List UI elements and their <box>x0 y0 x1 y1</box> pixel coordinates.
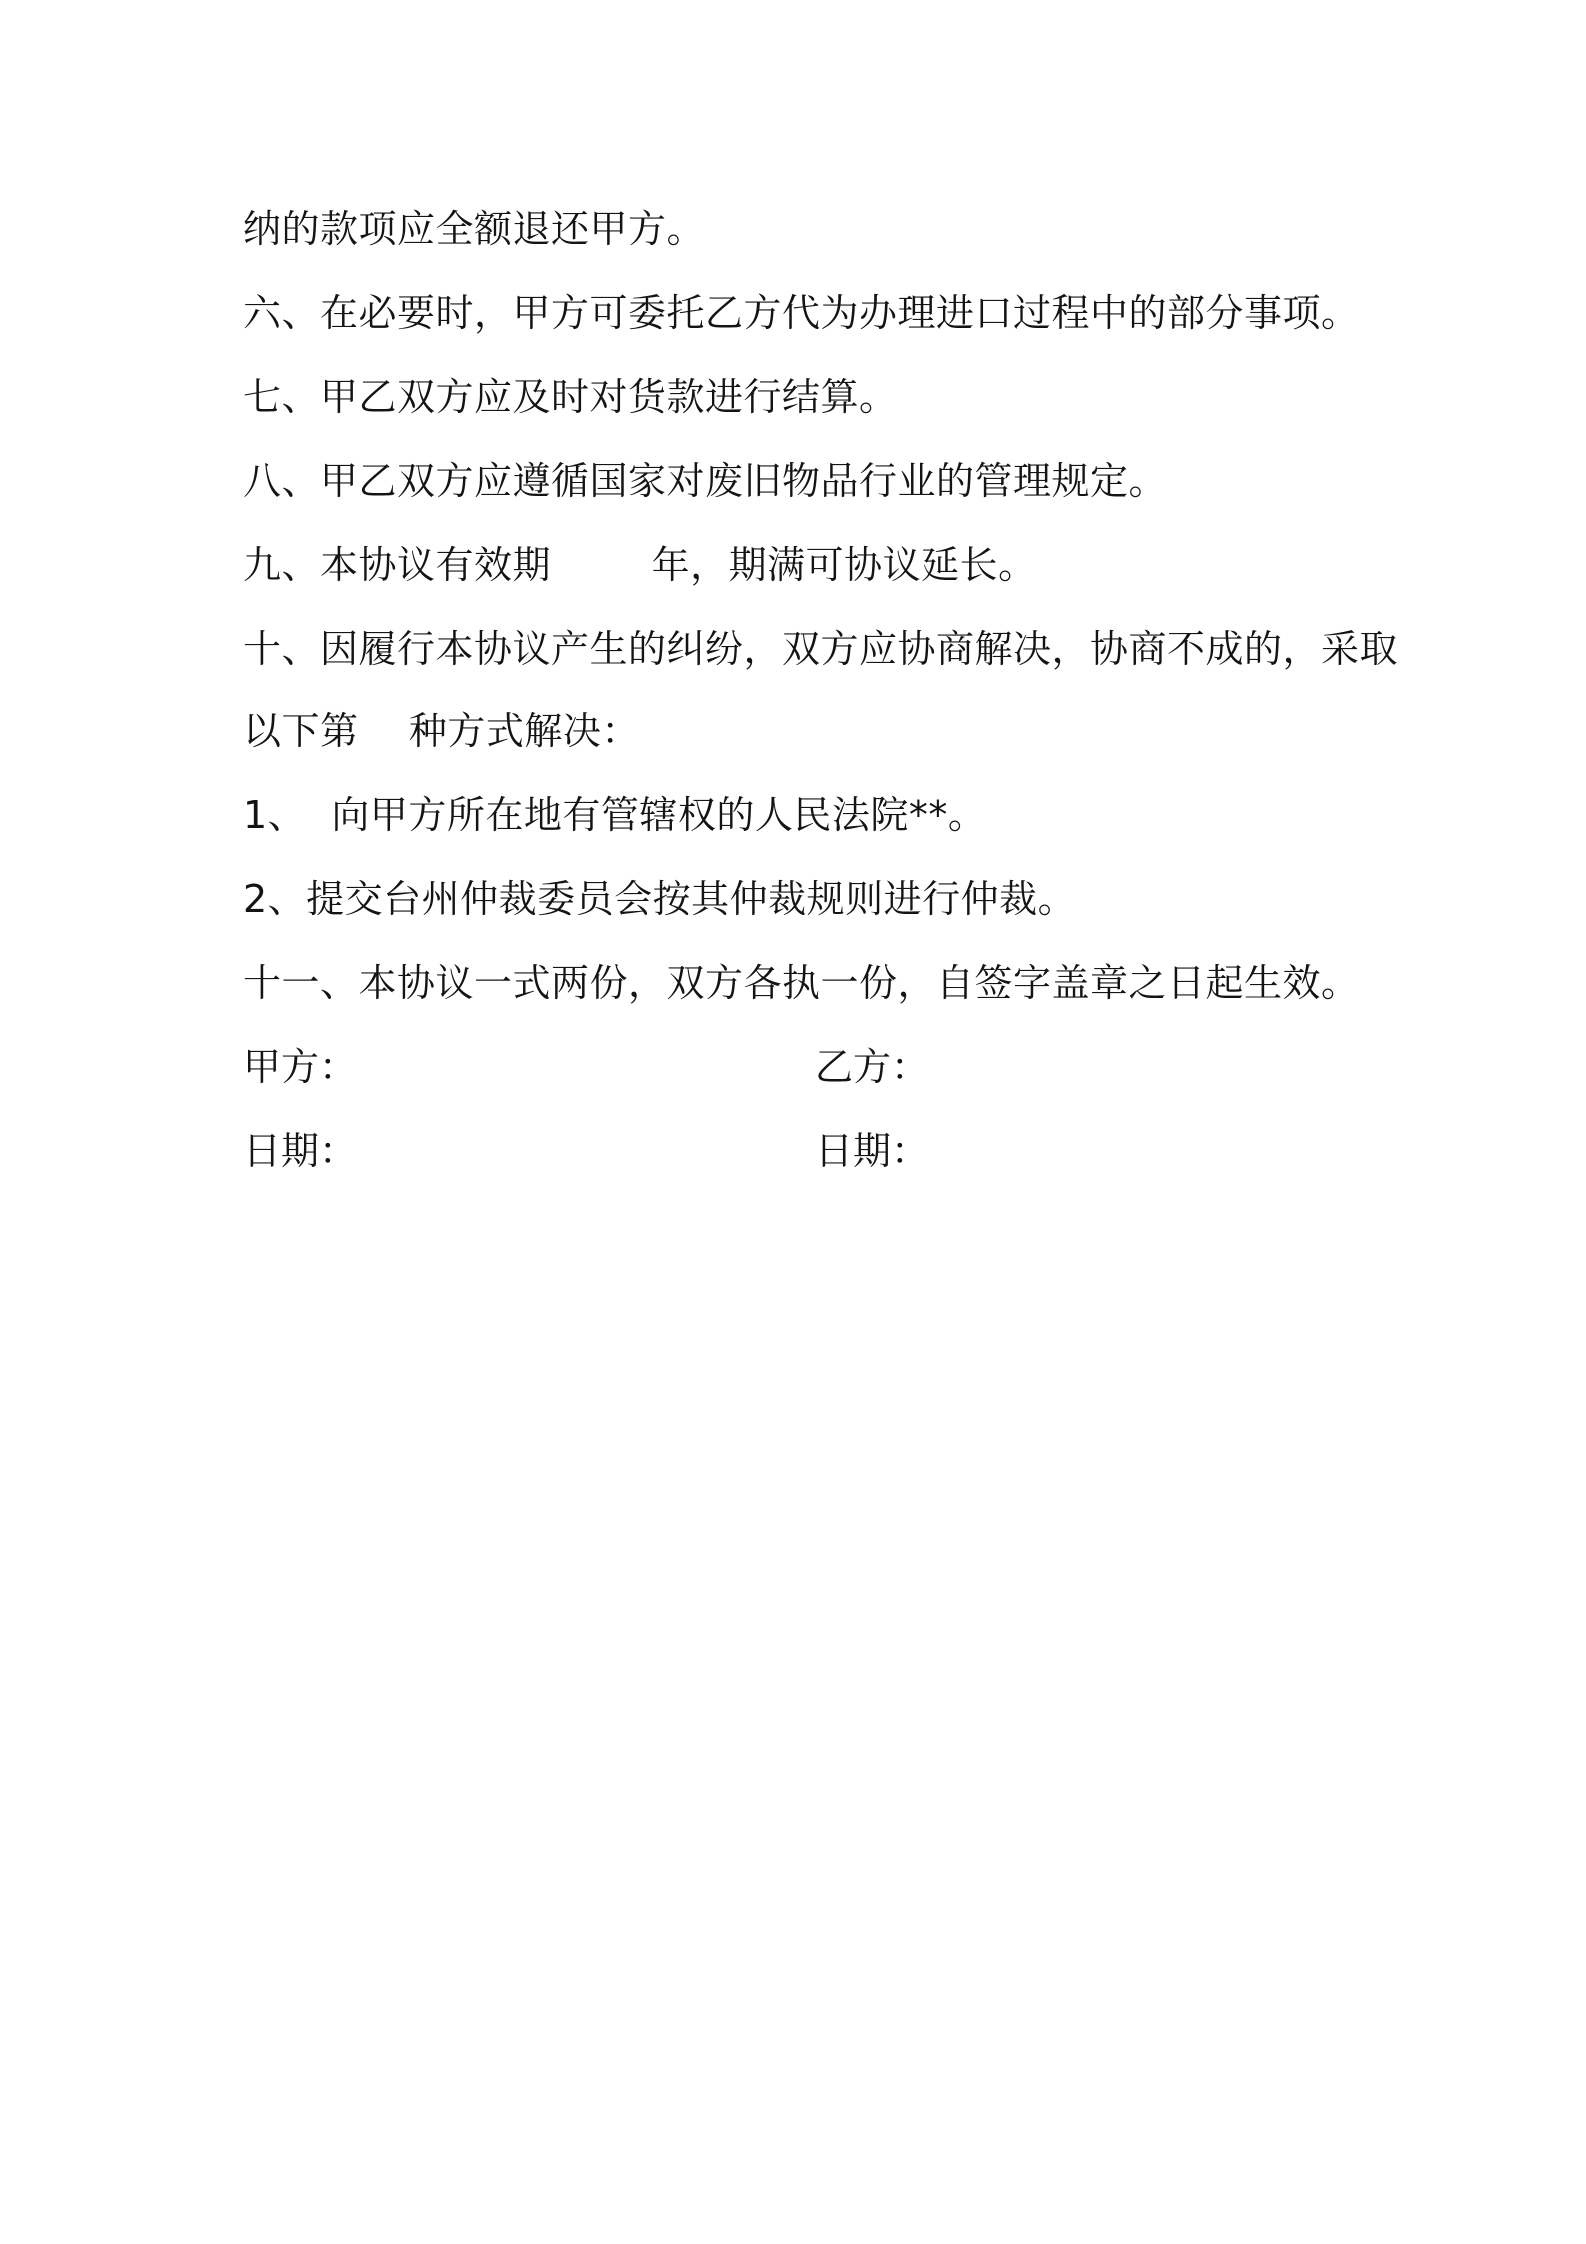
date-b-label: 日期： <box>815 1129 930 1173</box>
clause-6: 六、在必要时，甲方可委托乙方代为办理进口过程中的部分事项。 <box>243 291 1360 335</box>
clause-8: 八、甲乙双方应遵循国家对废旧物品行业的管理规定。 <box>243 459 1168 503</box>
clause-10-option-1: 1、 向甲方所在地有管辖权的人民法院**。 <box>243 793 987 837</box>
clause-5-continuation: 纳的款项应全额退还甲方。 <box>243 207 706 251</box>
clause-7: 七、甲乙双方应及时对货款进行结算。 <box>243 375 898 419</box>
party-a-label: 甲方： <box>243 1045 358 1089</box>
clause-10-continuation: 以下第 种方式解决： <box>243 709 640 753</box>
clause-10: 十、因履行本协议产生的纠纷，双方应协商解决，协商不成的，采取 <box>243 627 1399 671</box>
clause-11: 十一、本协议一式两份，双方各执一份，自签字盖章之日起生效。 <box>243 961 1360 1005</box>
date-a-label: 日期： <box>243 1129 358 1173</box>
clause-10-option-2: 2、提交台州仲裁委员会按其仲裁规则进行仲裁。 <box>243 877 1077 921</box>
party-b-label: 乙方： <box>815 1045 930 1089</box>
clause-9: 九、本协议有效期 年，期满可协议延长。 <box>243 543 1037 587</box>
